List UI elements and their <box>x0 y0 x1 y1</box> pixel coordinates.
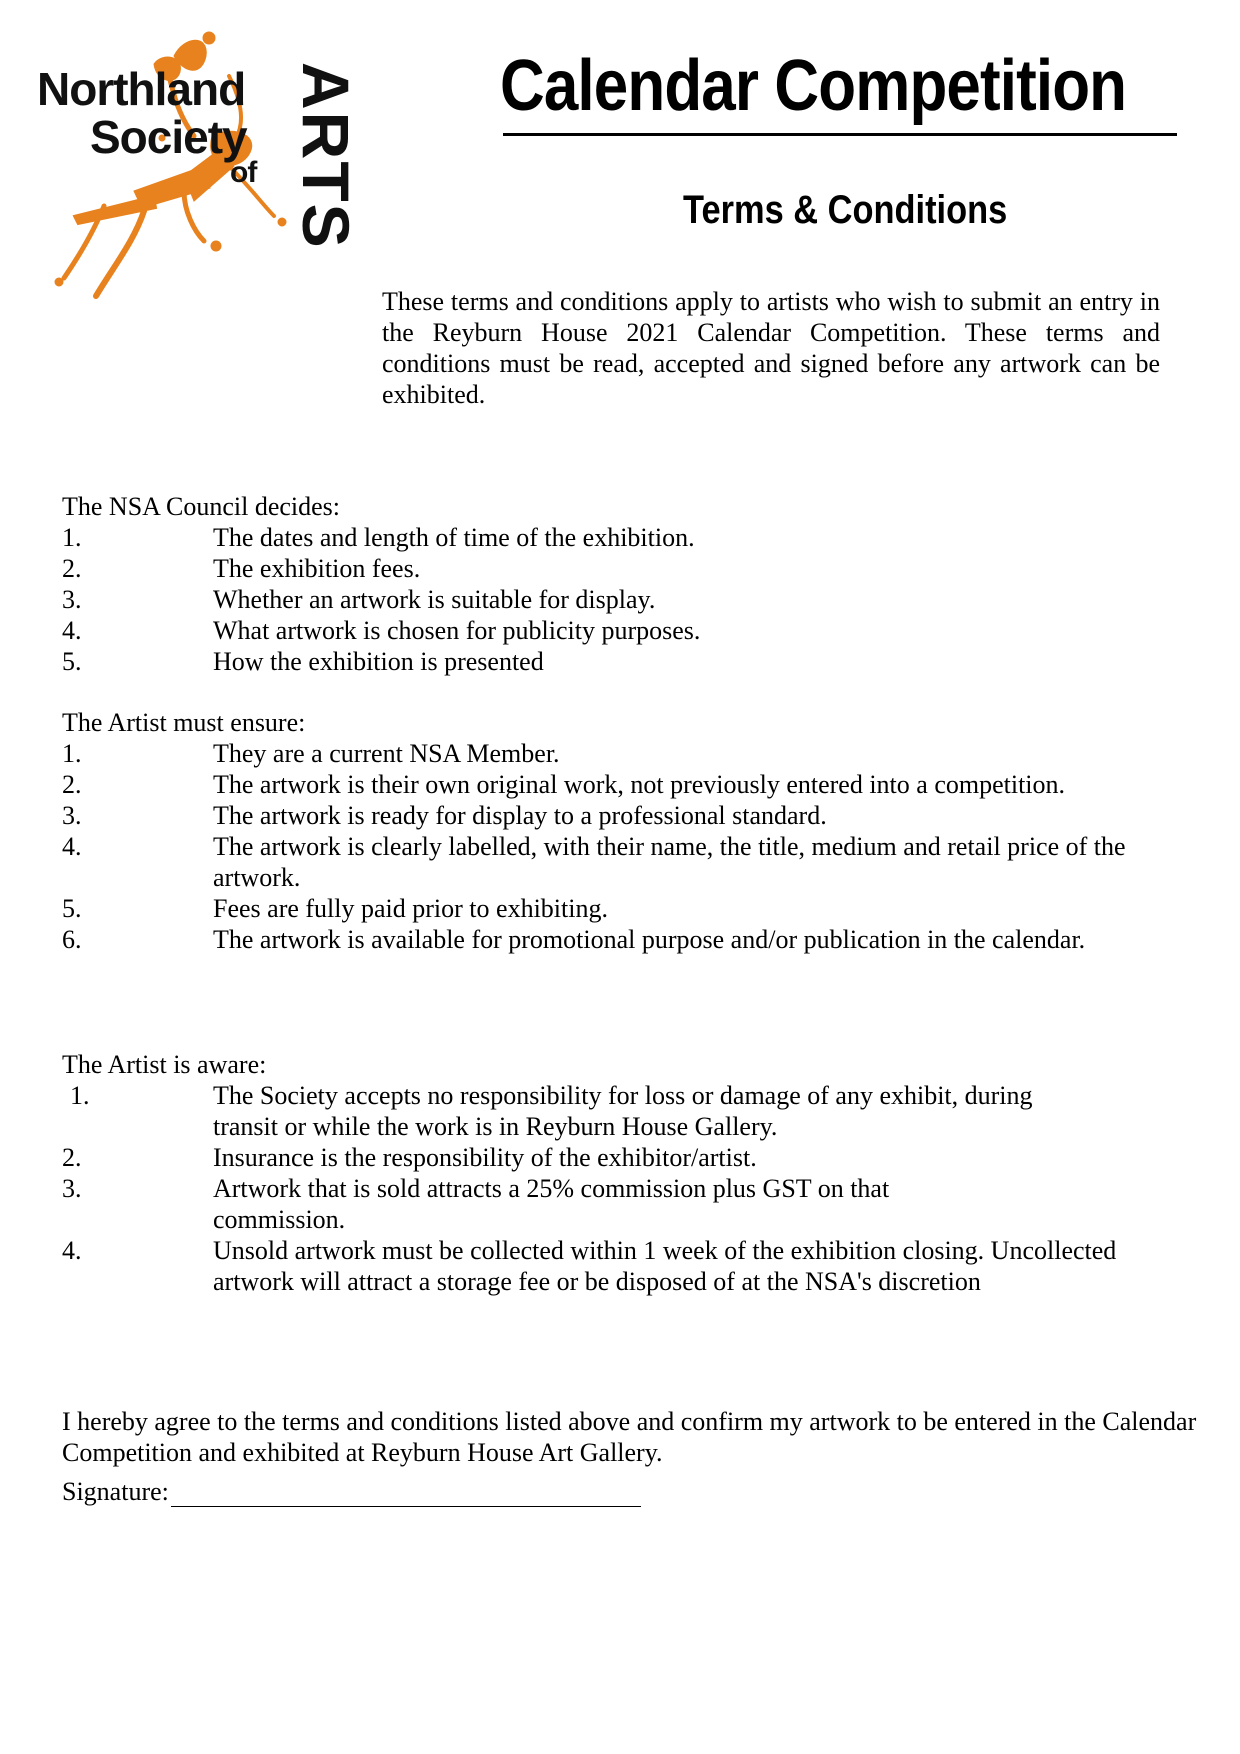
item-number: 2. <box>62 554 82 583</box>
list-item <box>62 553 1162 584</box>
logo-society-text: Society <box>90 111 247 163</box>
signature-label: Signature: <box>62 1477 169 1506</box>
item-number: 6. <box>62 925 82 954</box>
list-item <box>62 924 1162 955</box>
item-text: Unsold artwork must be collected within 1 week of the exhibition closing. Uncollected artwork will attract a storage fee or be disposed of at the NSA's discretion <box>213 1236 1117 1296</box>
page-subtitle: Terms & Conditions <box>683 188 1008 232</box>
ensure-section <box>62 707 1162 955</box>
council-section <box>62 491 1162 677</box>
page-title: Calendar Competition <box>500 46 1127 126</box>
section-heading: The Artist is aware: <box>62 1050 267 1079</box>
item-text: Insurance is the responsibility of the exhibitor/artist. <box>213 1143 757 1172</box>
intro-paragraph: These terms and conditions apply to artists who wish to submit an entry in the Reyburn House 2021 Calendar Competition. These terms and conditions must be read, accepted and signed before any artwork can be exhibited. <box>382 287 1160 409</box>
list-item <box>62 584 1162 615</box>
item-text: The artwork is clearly labelled, with their name, the title, medium and retail price of the artwork. <box>213 832 1126 892</box>
list-item <box>62 800 1162 831</box>
item-number: 5. <box>62 647 82 676</box>
list-item <box>62 1235 1162 1297</box>
section-heading: The Artist must ensure: <box>62 708 306 737</box>
item-text: Artwork that is sold attracts a 25% commission plus GST on that commission. <box>213 1174 890 1234</box>
list-item <box>62 893 1162 924</box>
title-underline <box>503 133 1177 136</box>
list-item <box>62 831 1162 893</box>
signature-field[interactable] <box>171 1480 641 1507</box>
agreement-statement: I hereby agree to the terms and conditions listed above and confirm my artwork to be entered in the Calendar Competition and exhibited at Reyburn House Art Gallery. <box>62 1407 1197 1467</box>
item-text: The artwork is their own original work, not previously entered into a competition. <box>213 770 1066 799</box>
item-number: 4. <box>62 616 82 645</box>
item-text: They are a current NSA Member. <box>213 739 560 768</box>
list-item <box>62 646 1162 677</box>
item-number: 3. <box>62 1174 82 1203</box>
item-text: The dates and length of time of the exhibition. <box>213 523 695 552</box>
item-number: 3. <box>62 801 82 830</box>
list-item <box>62 615 1162 646</box>
item-number: 2. <box>62 770 82 799</box>
aware-section <box>62 1049 1162 1297</box>
list-item <box>62 1173 1162 1235</box>
item-number: 2. <box>62 1143 82 1172</box>
item-number: 1. <box>62 739 82 768</box>
list-item <box>62 1142 1162 1173</box>
item-text: The Society accepts no responsibility for loss or damage of any exhibit, during transit or while the work is in Reyburn House Gallery. <box>213 1081 1033 1141</box>
list-item <box>62 1080 1162 1142</box>
signature-row <box>62 1476 641 1507</box>
item-text: Whether an artwork is suitable for display. <box>213 585 656 614</box>
item-number: 5. <box>62 894 82 923</box>
item-text: Fees are fully paid prior to exhibiting. <box>213 894 608 923</box>
item-number: 1. <box>62 523 82 552</box>
section-heading: The NSA Council decides: <box>62 492 341 521</box>
item-text: The artwork is available for promotional purpose and/or publication in the calendar. <box>213 925 1086 954</box>
item-text: The exhibition fees. <box>213 554 421 583</box>
item-number: 1. <box>70 1081 90 1110</box>
list-item <box>62 769 1162 800</box>
logo-of-text: of <box>230 156 257 189</box>
item-text: The artwork is ready for display to a professional standard. <box>213 801 827 830</box>
item-text: How the exhibition is presented <box>213 647 544 676</box>
logo-northland-text: Northland <box>37 63 246 115</box>
item-number: 3. <box>62 585 82 614</box>
nsa-logo <box>34 16 363 316</box>
list-item <box>62 738 1162 769</box>
item-number: 4. <box>62 1236 82 1265</box>
list-item <box>62 522 1162 553</box>
item-text: What artwork is chosen for publicity purposes. <box>213 616 701 645</box>
logo-arts-text: ARTS <box>289 62 363 250</box>
item-number: 4. <box>62 832 82 861</box>
